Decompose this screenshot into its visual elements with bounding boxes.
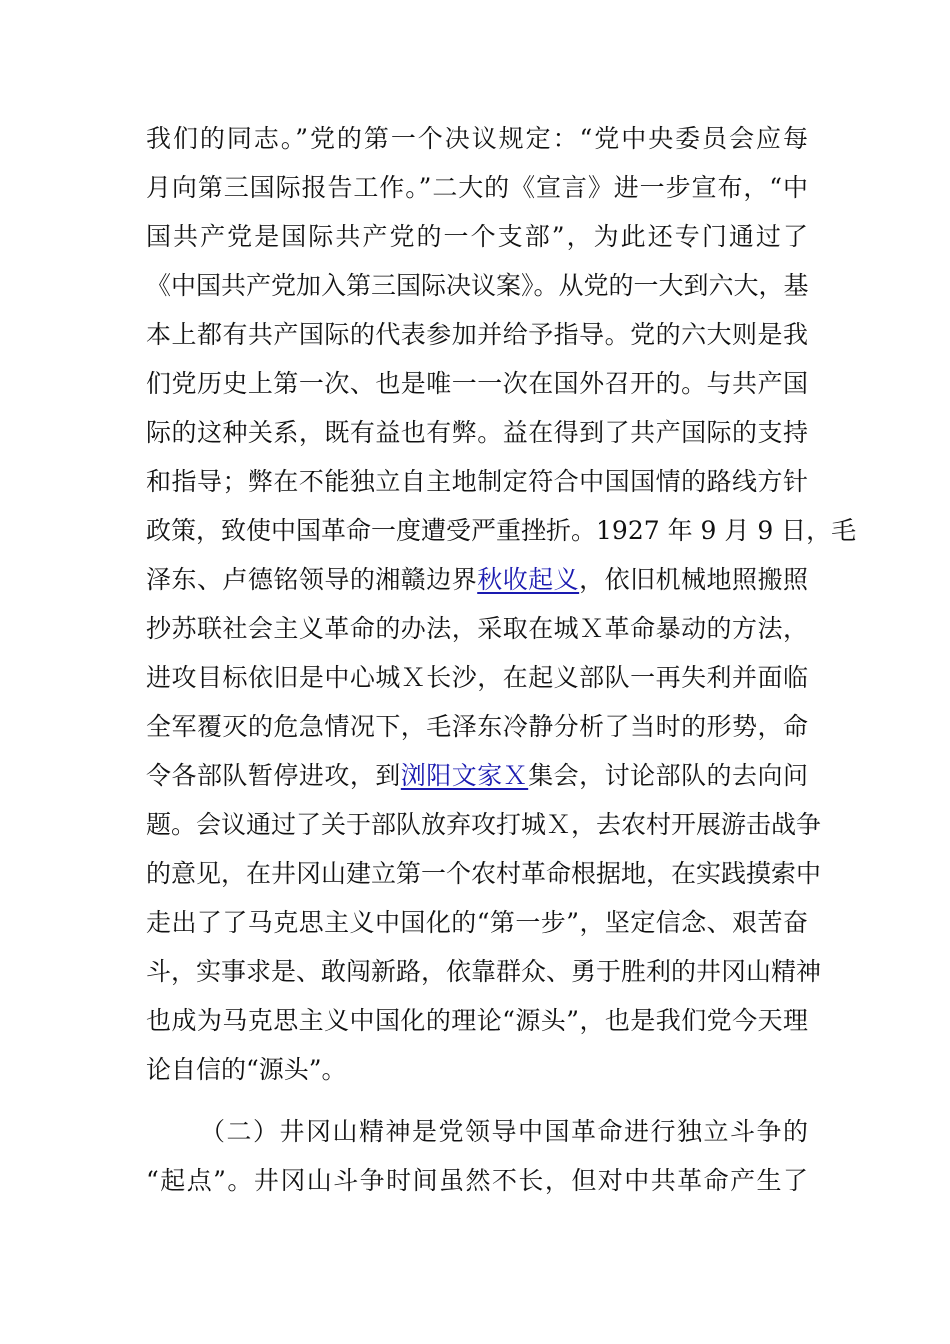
link-liuyang-wenjia[interactable]: 浏阳文家Ｘ (400, 761, 529, 790)
section-heading-cont: “起点”。 (146, 1166, 254, 1195)
text-line (146, 555, 808, 604)
text-line: 斗，实事求是、敢闯新路，依靠群众、勇于胜利的井冈山精神 (146, 957, 822, 986)
paragraph-2 (146, 1107, 808, 1205)
text-run: 泽东、卢德铭领导的湘赣边界 (146, 565, 478, 594)
text-run: 集会，讨论部队的去向问 (528, 761, 808, 790)
text-line: 论自信的“源头”。 (146, 1055, 347, 1084)
text-line: 全军覆灭的危急情况下，毛泽东冷静分析了当时的形势，命 (146, 712, 808, 741)
text-line (146, 1156, 808, 1205)
text-line: 和指导；弊在不能独立自主地制定符合中国国情的路线方针 (146, 467, 808, 496)
text-run: ，依旧机械地照搬照 (579, 565, 808, 594)
paragraph-1 (146, 114, 857, 1094)
text-run: 令各部队暂停进攻，到 (146, 761, 401, 790)
link-qiushou-uprising[interactable]: 秋收起义 (477, 565, 580, 594)
text-line: 际的这种关系，既有益也有弊。益在得到了共产国际的支持 (146, 418, 808, 447)
section-heading: （二）井冈山精神是党领导中国革命进行独立斗争的 (200, 1117, 808, 1146)
text-run: 井冈山斗争时间虽然不长，但对中共革命产生了 (253, 1166, 808, 1195)
text-line: 《中国共产党加入第三国际决议案》。从党的一大到六大，基 (146, 271, 809, 300)
text-line: 政策，致使中国革命一度遭受严重挫折。1927 年 9 月 9 日，毛 (146, 516, 857, 545)
text-line: 月向第三国际报告工作。”二大的《宣言》进一步宣布，“中 (146, 173, 808, 202)
text-line: 也成为马克思主义中国化的理论“源头”，也是我们党今天理 (146, 1006, 808, 1035)
text-line: 本上都有共产国际的代表参加并给予指导。党的六大则是我 (146, 320, 808, 349)
text-line: 们党历史上第一次、也是唯一一次在国外召开的。与共产国 (146, 369, 808, 398)
text-line: 我们的同志。”党的第一个决议规定：“党中央委员会应每 (146, 124, 808, 153)
text-line: 走出了了马克思主义中国化的“第一步”，坚定信念、艰苦奋 (146, 908, 808, 937)
text-line: 的意见，在井冈山建立第一个农村革命根据地，在实践摸索中 (146, 859, 822, 888)
text-line: 抄苏联社会主义革命的办法，采取在城Ｘ革命暴动的方法， (146, 614, 808, 643)
text-line: 题。会议通过了关于部队放弃攻打城Ｘ，去农村开展游击战争 (146, 810, 822, 839)
text-line (146, 751, 808, 800)
text-line: 进攻目标依旧是中心城Ｘ长沙，在起义部队一再失利并面临 (146, 663, 808, 692)
text-line: 国共产党是国际共产党的一个支部”，为此还专门通过了 (146, 222, 808, 251)
